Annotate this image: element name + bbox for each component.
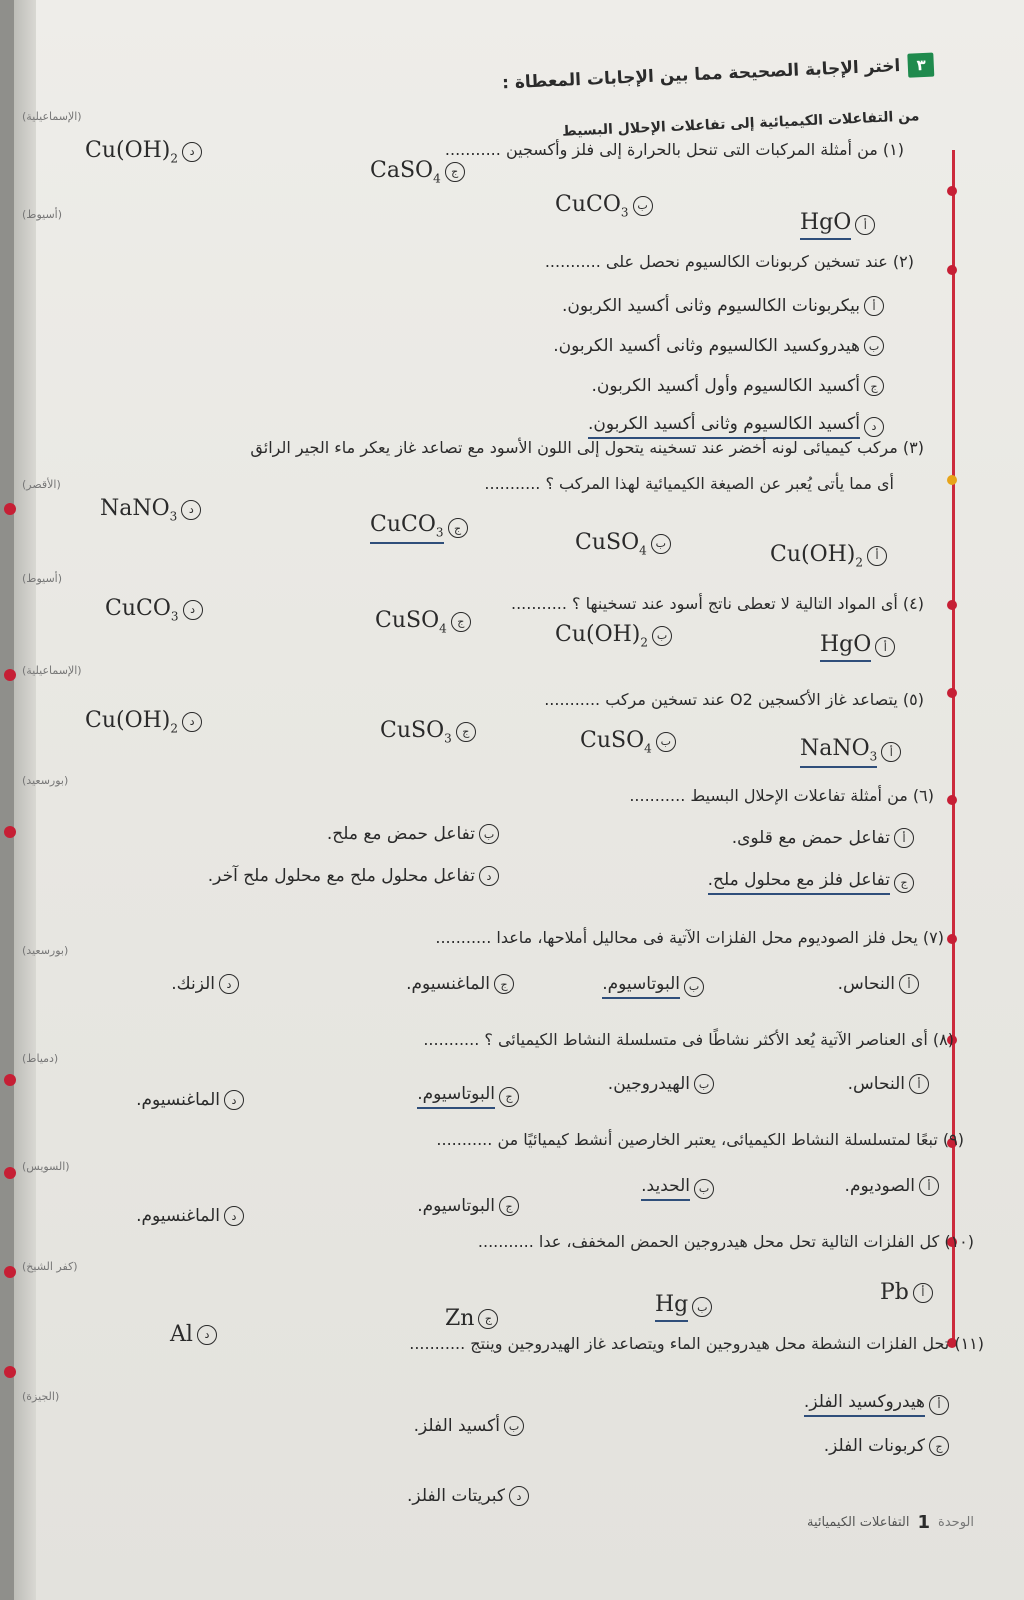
option-a[interactable]: أ هيدروكسيد الفلز. <box>804 1392 949 1417</box>
option-c[interactable]: ج تفاعل فلز مع محلول ملح. <box>708 870 914 895</box>
option-c[interactable]: CuSO$_4$ ج <box>375 608 471 635</box>
bullet <box>947 795 957 805</box>
bullet <box>947 475 957 485</box>
option-a[interactable]: $Cu(OH)_2$ أ <box>770 542 887 569</box>
option-a[interactable]: أ بيكربونات الكالسيوم وثانى أكسيد الكربون. <box>562 296 884 316</box>
option-b[interactable]: Hg ب <box>655 1292 712 1322</box>
margin-dot <box>4 1074 16 1086</box>
option-d[interactable]: $Cu(OH)_2$ د <box>85 708 202 735</box>
question-stem: (٧) يحل فلز الصوديوم محل الفلزات الآتية فى محاليل أملاحها، ماعدا ........... <box>435 928 944 947</box>
margin-dot <box>4 669 16 681</box>
option-a[interactable]: HgO أ <box>800 210 875 240</box>
question-stem: (٣) مركب كيميائى لونه أخضر عند تسخينه يتحول إلى اللون الأسود مع تصاعد غاز يعكر ماء الجير الرائق <box>250 438 924 457</box>
option-a[interactable]: HgO أ <box>820 632 895 662</box>
option-b[interactable]: CuSO$_4$ ب <box>580 728 676 755</box>
margin-dot <box>4 1266 16 1278</box>
option-d[interactable]: د الماغنسيوم. <box>136 1090 244 1110</box>
instruction-text: اختر الإجابة الصحيحة مما بين الإجابات المعطاة : <box>501 56 901 94</box>
option-d[interactable]: Al د <box>170 1322 217 1347</box>
question-source: (الإسماعيلية) <box>22 110 82 123</box>
bullet <box>947 600 957 610</box>
unit-title: التفاعلات الكيميائية <box>806 1515 910 1530</box>
question-stem-2: أى مما يأتى يُعبر عن الصيغة الكيميائية لهذا المركب ؟ ........... <box>484 474 894 493</box>
option-c[interactable]: ج البوتاسيوم. <box>417 1084 519 1109</box>
question-source: (أسيوط) <box>22 572 63 585</box>
question-source: (السويس) <box>22 1160 70 1173</box>
question-stem: (١١) تحل الفلزات النشطة محل هيدروجين الماء ويتصاعد غاز الهيدروجين وينتج ........... <box>409 1334 984 1353</box>
option-a[interactable]: أ الصوديوم. <box>845 1176 939 1196</box>
page-spine <box>14 0 36 1600</box>
option-d[interactable]: د تفاعل محلول ملح مع محلول ملح آخر. <box>208 866 499 886</box>
question-stem: (٨) أى العناصر الآتية يُعد الأكثر نشاطًا فى متسلسلة النشاط الكيميائى ؟ ........... <box>423 1030 954 1049</box>
option-a[interactable]: Pb أ <box>880 1280 933 1305</box>
option-b[interactable]: ب تفاعل حمض مع ملح. <box>327 824 499 844</box>
option-d[interactable]: CuCO$_3$ د <box>105 596 203 623</box>
question-stem: (١٠) كل الفلزات التالية تحل محل هيدروجين الحمض المخفف، عدا ........... <box>477 1232 974 1251</box>
option-c[interactable]: Zn ج <box>445 1306 498 1331</box>
margin-dot <box>4 826 16 838</box>
option-a[interactable]: أ تفاعل حمض مع قلوى. <box>732 828 914 848</box>
option-c[interactable]: ج أكسيد الكالسيوم وأول أكسيد الكربون. <box>591 376 884 396</box>
option-c[interactable]: ج الماغنسيوم. <box>406 974 514 994</box>
question-stem: (٦) من أمثلة تفاعلات الإحلال البسيط ........... <box>629 786 934 805</box>
question-source: (أسيوط) <box>22 208 63 221</box>
option-c[interactable]: ج البوتاسيوم. <box>417 1196 519 1216</box>
question-stem: (٩) تبعًا لمتسلسلة النشاط الكيميائى، يعتبر الخارصين أنشط كيميائيًا من ........... <box>436 1130 964 1149</box>
option-a[interactable]: أ النحاس. <box>838 974 919 994</box>
option-d[interactable]: د الماغنسيوم. <box>136 1206 244 1226</box>
option-d[interactable]: د كبريتات الفلز. <box>407 1486 529 1506</box>
option-c[interactable]: CaSO$_4$ ج <box>370 158 465 185</box>
option-c[interactable]: CuSO$_3$ ج <box>380 718 476 745</box>
option-b[interactable]: $Cu(OH)_2$ ب <box>555 622 672 649</box>
margin-dot <box>4 1167 16 1179</box>
question-stem: (٥) يتصاعد غاز الأكسجين O2 عند تسخين مركب ........... <box>544 690 924 709</box>
margin-dot <box>4 1366 16 1378</box>
bullet <box>947 688 957 698</box>
option-a[interactable]: NaNO$_3$ أ <box>800 736 901 768</box>
question-source: (بورسعيد) <box>22 944 69 957</box>
question-stem: (١) من أمثلة المركبات التى تنحل بالحرارة إلى فلز وأكسجين ........... <box>444 140 904 159</box>
option-d[interactable]: $Cu(OH)_2$ د <box>85 138 202 165</box>
option-c[interactable]: ج كربونات الفلز. <box>824 1436 949 1456</box>
question-source: (بورسعيد) <box>22 774 69 787</box>
option-b[interactable]: CuCO$_3$ ب <box>555 192 653 219</box>
page-footer <box>807 1512 974 1533</box>
margin-line <box>952 150 955 1340</box>
question-source: (دمياط) <box>22 1052 59 1065</box>
bullet <box>947 265 957 275</box>
question-stem: (٤) أى المواد التالية لا تعطى ناتج أسود عند تسخينها ؟ ........... <box>511 594 924 613</box>
question-source: (الإسماعيلية) <box>22 664 82 677</box>
option-c[interactable]: CuCO$_3$ ج <box>370 512 468 544</box>
margin-dot <box>4 503 16 515</box>
unit-label: الوحدة <box>938 1515 974 1530</box>
option-b[interactable]: ب هيدروكسيد الكالسيوم وثانى أكسيد الكربون. <box>553 336 884 356</box>
unit-number: 1 <box>917 1512 931 1533</box>
bullet <box>947 186 957 196</box>
question-stem: (٢) عند تسخين كربونات الكالسيوم نحصل على ........... <box>544 252 914 271</box>
question-number-badge: ٣ <box>907 53 934 78</box>
question-source: (الجيزة) <box>22 1390 60 1403</box>
section-title: من التفاعلات الكيميائية إلى تفاعلات الإحلال البسيط <box>561 108 920 140</box>
option-d[interactable]: NaNO$_3$ د <box>100 496 201 523</box>
option-a[interactable]: أ النحاس. <box>848 1074 929 1094</box>
question-source: (الأقصر) <box>22 478 61 491</box>
option-b[interactable]: CuSO$_4$ ب <box>575 530 671 557</box>
option-d[interactable]: د الزنك. <box>171 974 239 994</box>
question-source: (كفر الشيخ) <box>22 1260 78 1273</box>
option-b[interactable]: ب البوتاسيوم. <box>602 974 704 999</box>
option-b[interactable]: ب أكسيد الفلز. <box>414 1416 524 1436</box>
option-d[interactable]: د أكسيد الكالسيوم وثانى أكسيد الكربون. <box>588 414 884 439</box>
bullet <box>947 934 957 944</box>
option-b[interactable]: ب الهيدروجين. <box>608 1074 714 1094</box>
option-b[interactable]: ب الحديد. <box>641 1176 714 1201</box>
